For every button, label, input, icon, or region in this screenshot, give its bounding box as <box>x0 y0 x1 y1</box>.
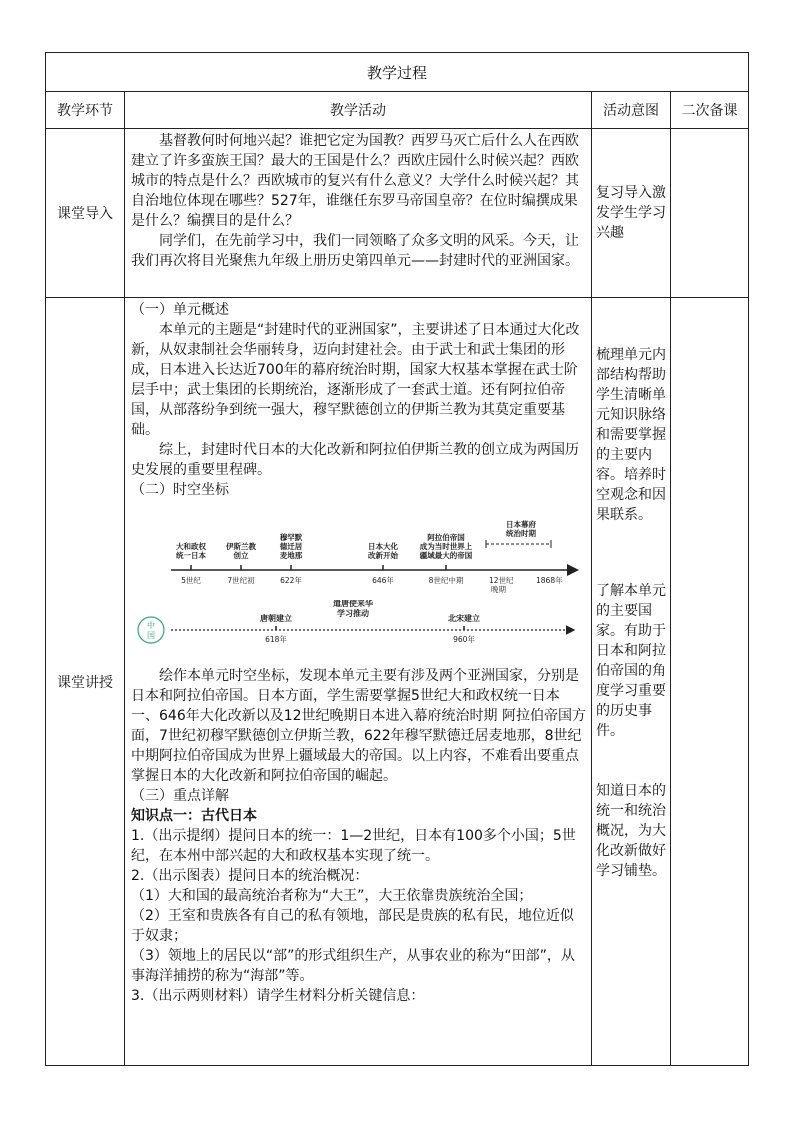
timeline-date-label: 622年 <box>280 576 302 585</box>
timeline-event-label: 穆罕默 <box>279 533 303 542</box>
period-start-line2: 晚期 <box>491 585 506 594</box>
tang-event: 唐朝建立 <box>260 614 292 623</box>
timeline-event-label: 改新开始 <box>368 551 398 560</box>
timeline-date-label: 7世纪初 <box>227 576 255 585</box>
song-date: 960年 <box>453 635 475 644</box>
intro-second-prep <box>671 129 749 298</box>
period-start-line1: 12世纪 <box>489 576 514 585</box>
section-overview-title: （一）单元概述 <box>131 302 229 318</box>
lecture-second-prep <box>671 298 749 1066</box>
intro-paragraph-1: 基督教何时何地兴起？谁把它定为国教？西罗马灭亡后什么人在西欧建立了许多蛮族王国？最大的王国是什么？西欧庄园什么时候兴起？西欧城市的特点是什么？西欧城市的复兴有什么意义？大学什么时候兴起？其自治地位体现在哪些？527年，谁继任东罗马帝国皇帝？在位时编撰成果是什么？编撰目的是什么？ <box>131 133 579 229</box>
section-timeline-title: （二）时空坐标 <box>131 482 229 498</box>
overview-paragraph-1: 本单元的主题是“封建时代的亚洲国家”，主要讲述了日本通过大化改新，从奴隶制社会华丽转身，迈向封建社会。由于武士和武士集团的形成，日本进入长达近700年的幕府统治时期，国家大权基本掌握在武士阶层手中；武士集团的长期统治，逐渐形成了一套武士道。还有阿拉伯帝国，从部落纷争到统一强大，穆罕默德创立的伊斯兰教为其莫定重要基础。 <box>131 322 580 438</box>
timeline-event-label: 成为当时世界上 <box>419 542 473 551</box>
china-badge-char-2: 国 <box>147 631 155 640</box>
lecture-intent <box>592 298 671 1066</box>
kp1-item-1: 1.（出示提纲）提问日本的统一：1—2世纪，日本有100多个小国；5世纪，在本州中部兴起的大和政权基本实现了统一。 <box>131 828 576 864</box>
kp1-item-2: 2.（出示图表）提问日本的统治概况： <box>131 868 369 884</box>
section-key-points-title: （三）重点详解 <box>131 788 229 804</box>
timeline-event-label: 阿拉伯帝国 <box>427 533 465 542</box>
period-end-date: 1868年 <box>536 576 563 585</box>
china-badge-char-1: 中 <box>147 621 155 630</box>
timeline-date-label: 646年 <box>372 576 394 585</box>
lecture-content <box>125 298 592 1066</box>
knowledge-point-1-title: 知识点一：古代日本 <box>131 808 257 824</box>
timeline-event-label: 大和政权 <box>176 542 206 551</box>
intro-intent-text: 复习导入激发学生学习兴趣 <box>596 185 666 241</box>
timeline-date-label: 8世纪中期 <box>428 576 464 585</box>
timeline-date-label: 5世纪 <box>181 576 201 585</box>
kp1-item-4: （2）王室和贵族各有自己的私有领地，部民是贵族的私有民，地位近似于奴隶； <box>131 908 574 944</box>
teaching-process-table <box>45 52 749 1066</box>
timeline-event-label: 日本幕府 <box>506 520 536 529</box>
header-stage: 教学环节 <box>46 92 125 129</box>
timeline-event-label: 统一日本 <box>176 551 206 560</box>
envoy-event-line1: 遣唐使来华 <box>333 600 373 608</box>
intro-paragraph-2: 同学们，在先前学习中，我们一同领略了众多文明的风采。今天，让我们再次将目光聚焦九年级上册历史第四单元——封建时代的亚洲国家。 <box>131 233 579 269</box>
kp1-item-3: （1）大和国的最高统治者称为“大王”，大王依靠贵族统治全国； <box>131 888 533 904</box>
stage-intro: 课堂导入 <box>46 129 125 298</box>
lecture-intent-1: 梳理单元内部结构帮助学生清晰单元知识脉络和需要掌握的主要内容。培养时空观念和因果联系。 <box>596 347 666 523</box>
japan-arab-timeline <box>131 500 586 600</box>
song-event: 北宋建立 <box>448 614 480 623</box>
overview-paragraph-2: 综上，封建时代日本的大化改新和阿拉伯伊斯兰教的创立成为两国历史发展的重要里程碑。 <box>131 442 579 478</box>
timeline-event-label: 创立 <box>233 551 249 560</box>
timeline-event-label: 统治时期 <box>506 529 536 538</box>
timeline-paragraph: 绘作本单元时空坐标，发现本单元主要有涉及两个亚洲国家，分别是日本和阿拉伯帝国。日本方面，学生需要掌握5世纪大和政权统一日本一、646年大化改新以及12世纪晚期日本进入幕府统治时期 阿拉伯帝国方面，7世纪初穆罕默德创立伊斯兰教，622年穆罕默德迁居麦地那，8世纪中期阿拉伯帝国成为世界上疆域最大的帝国。以上内容，不难看出要重点掌握日本的大化改新和阿拉伯帝国的崛起。 <box>131 668 586 784</box>
header-activity: 教学活动 <box>125 92 592 129</box>
tang-date: 618年 <box>265 635 287 644</box>
lecture-intent-3: 知道日本的统一和统治概况，为大化改新做好学习铺垫。 <box>596 783 666 879</box>
table-title: 教学过程 <box>46 53 749 92</box>
timeline-event-label: 疆域最大的帝国 <box>419 551 473 560</box>
intro-content <box>125 129 592 298</box>
china-timeline <box>131 600 586 666</box>
timeline-event-label: 麦地那 <box>279 551 303 560</box>
timeline-event-label: 伊斯兰教 <box>226 542 256 551</box>
kp1-item-6: 3.（出示两则材料）请学生材料分析关键信息： <box>131 988 425 1004</box>
timeline-event-label: 德迁居 <box>279 542 303 551</box>
envoy-event-line2: 学习推动 <box>337 609 369 618</box>
stage-lecture: 课堂讲授 <box>46 298 125 1066</box>
header-intent: 活动意图 <box>592 92 671 129</box>
lecture-intent-2: 了解本单元的主要国家。有助于日本和阿拉伯帝国的角度学习重要的历史事件。 <box>596 583 666 739</box>
timeline-event-label: 日本大化 <box>368 542 398 551</box>
header-second-prep: 二次备课 <box>671 92 749 129</box>
kp1-item-5: （3）领地上的居民以“部”的形式组织生产，从事农业的称为“田部”，从事海洋捕捞的称为“海部”等。 <box>131 948 575 984</box>
intro-intent <box>592 129 671 298</box>
